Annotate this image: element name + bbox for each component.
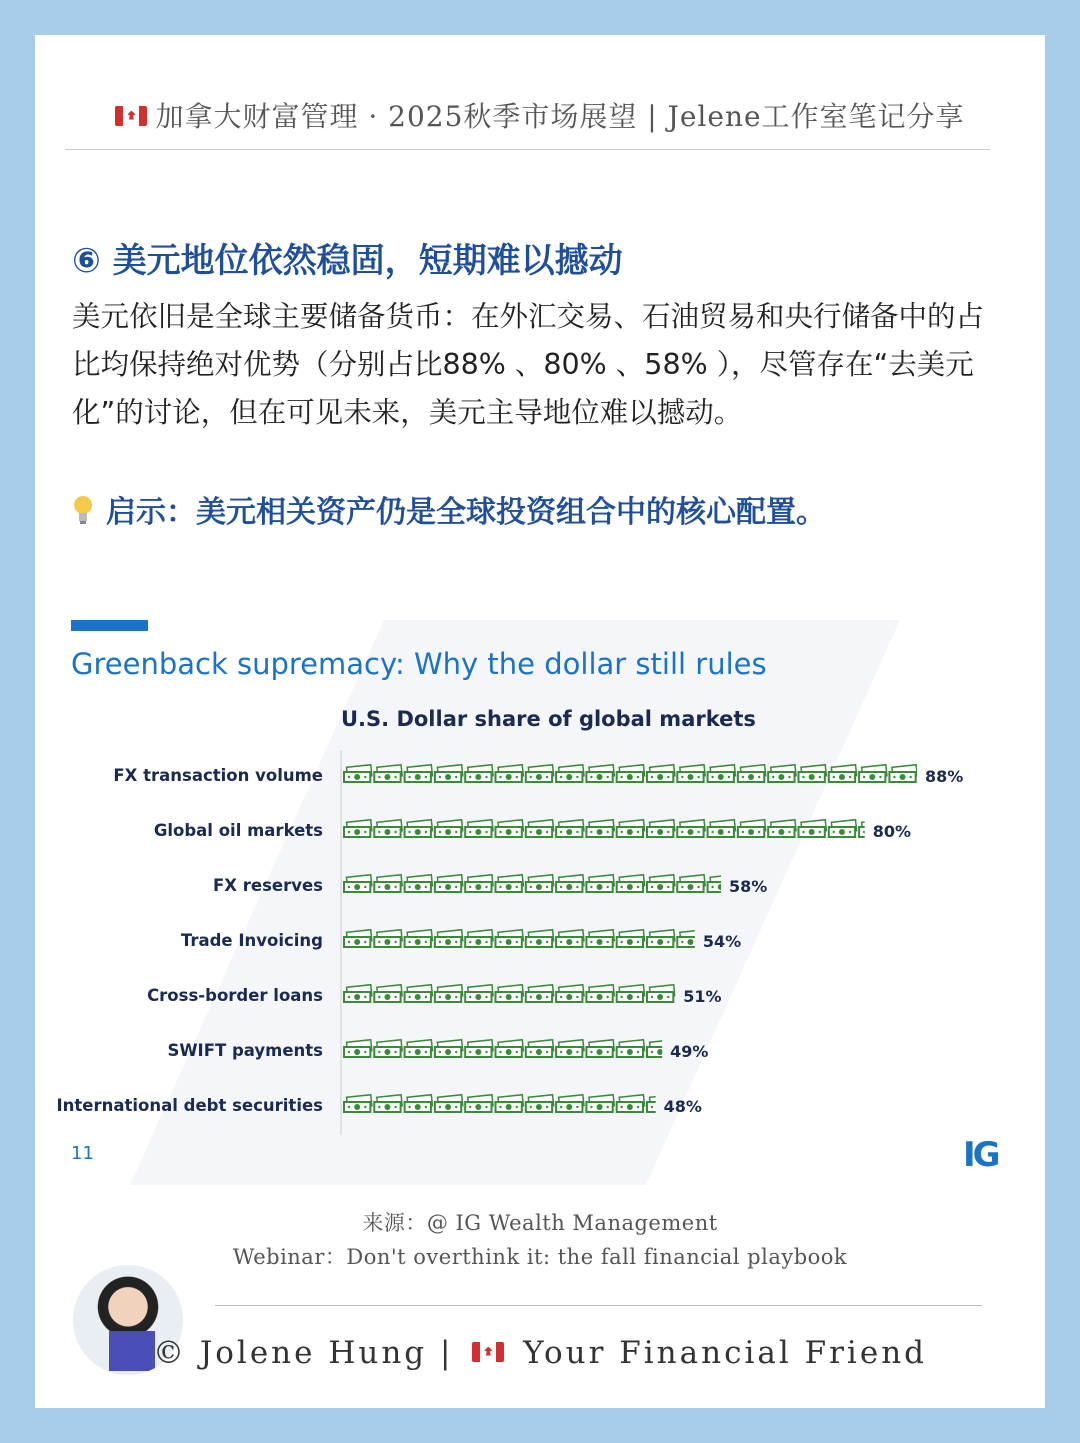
bar — [344, 765, 917, 782]
value-label: 49% — [670, 1042, 709, 1061]
content-card — [35, 35, 1045, 1408]
ig-logo: IG — [963, 1135, 998, 1175]
source-line-2: Webinar：Don't overthink it: the fall financial playbook — [232, 1245, 848, 1269]
bar — [344, 875, 735, 892]
footer-tagline: Your Financial Friend — [523, 1335, 928, 1371]
value-label: 48% — [663, 1097, 702, 1116]
value-label: 51% — [683, 987, 722, 1006]
bar — [344, 985, 675, 1002]
bar — [344, 930, 705, 947]
chart-title: U.S. Dollar share of global markets — [341, 707, 756, 731]
footer-copyright: © Jolene Hung | — [152, 1335, 454, 1371]
value-label: 80% — [872, 822, 912, 841]
value-label: 88% — [925, 767, 964, 786]
category-label: Global oil markets — [153, 821, 323, 840]
header-divider — [65, 149, 990, 150]
section-title: ⑥ 美元地位依然稳固，短期难以撼动 — [72, 241, 623, 281]
bar — [344, 1040, 675, 1057]
category-label: SWIFT payments — [167, 1041, 323, 1060]
value-label: 58% — [728, 877, 768, 896]
insight — [72, 487, 826, 531]
footer-divider — [215, 1305, 982, 1306]
bar — [344, 1095, 675, 1112]
lightbulb-icon — [72, 495, 94, 525]
insight-text: 启示：美元相关资产仍是全球投资组合中的核心配置。 — [106, 495, 826, 530]
header — [35, 95, 1045, 135]
slide-title: Greenback supremacy: Why the dollar still rules — [71, 647, 767, 681]
source-line-1: 来源：@ IG Wealth Management — [362, 1211, 718, 1235]
bar — [344, 820, 887, 837]
value-label: 54% — [702, 932, 742, 951]
category-label: Cross-border loans — [147, 986, 323, 1005]
category-label: FX transaction volume — [113, 766, 323, 785]
category-label: FX reserves — [213, 876, 323, 895]
category-label: Trade Invoicing — [180, 931, 323, 950]
category-label: International debt securities — [56, 1096, 323, 1115]
page-number: 11 — [71, 1143, 94, 1164]
canada-flag-icon — [472, 1342, 504, 1362]
section-body: 美元依旧是全球主要储备货币：在外汇交易、石油贸易和央行储备中的占比均保持绝对优势（分别占比88% 、80% 、58% ），尽管存在“去美元化”的讨论，但在可见未来，美元主导地位难以撼动。 — [72, 300, 985, 429]
footer — [35, 1335, 1045, 1371]
slide-accent-bar — [71, 620, 148, 631]
header-title: 加拿大财富管理 · 2025秋季市场展望 | Jelene工作室笔记分享 — [155, 100, 965, 133]
canada-flag-icon — [115, 106, 147, 126]
bar-chart — [35, 735, 1045, 1135]
